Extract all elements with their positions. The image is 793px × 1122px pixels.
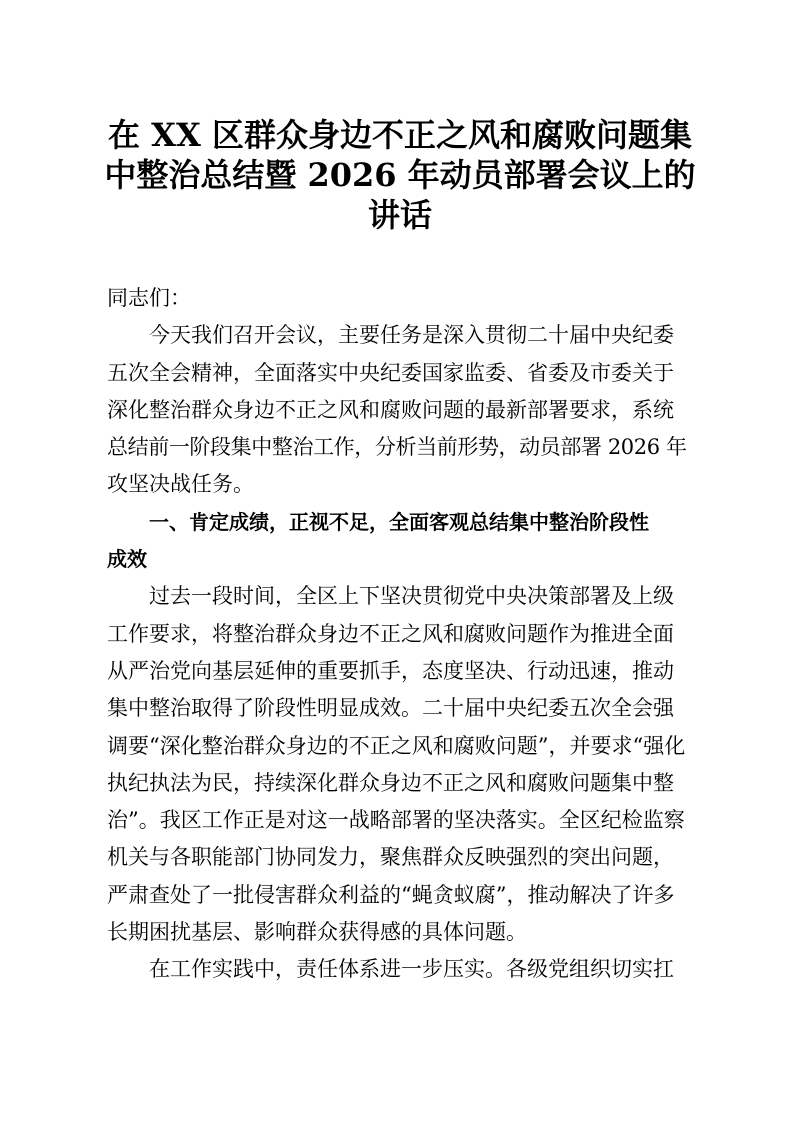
title-line: 讲话 — [367, 196, 432, 234]
heading-line: 成效 — [107, 547, 147, 572]
text-line: 五次全会精神，全面落实中央纪委国家监委、省委及市委关于 — [107, 360, 674, 385]
text-line: 过去一段时间，全区上下坚决贯彻党中央决策部署及上级 — [149, 584, 674, 609]
text-line: 从严治党向基层延伸的重要抓手，态度坚决、行动迅速，推动 — [107, 658, 674, 683]
document-body — [107, 280, 687, 989]
text-line: 机关与各职能部门协同发力，聚焦群众反映强烈的突出问题， — [107, 845, 674, 870]
text-line: 在工作实践中，责任体系进一步压实。各级党组织切实扛 — [149, 957, 674, 982]
paragraph-intro — [107, 317, 687, 503]
heading-line: 一、肯定成绩，正视不足，全面客观总结集中整治阶段性 — [149, 509, 649, 534]
text-line: 执纪执法为民，持续深化群众身边不正之风和腐败问题集中整 — [107, 770, 674, 795]
document-title — [100, 115, 700, 235]
text-line: 严肃查处了一批侵害群众利益的“蝇贪蚁腐”，推动解决了许多 — [107, 882, 675, 907]
title-line: 中整治总结暨 2026 年动员部署会议上的 — [104, 156, 696, 194]
section-heading — [107, 504, 687, 579]
text-line: 工作要求，将整治群众身边不正之风和腐败问题作为推进全面 — [107, 621, 674, 646]
text-line: 深化整治群众身边不正之风和腐败问题的最新部署要求，系统 — [107, 397, 674, 422]
text-line: 调要“深化整治群众身边的不正之风和腐败问题”，并要求“强化 — [107, 733, 686, 758]
paragraph-responsibility — [107, 951, 687, 988]
text-line: 治”。我区工作正是对这一战略部署的坚决落实。全区纪检监察 — [107, 808, 685, 833]
text-line: 今天我们召开会议，主要任务是深入贯彻二十届中央纪委 — [149, 323, 674, 348]
paragraph-achievements — [107, 578, 687, 951]
text-line: 长期困扰基层、影响群众获得感的具体问题。 — [107, 920, 527, 945]
text-line: 攻坚决战任务。 — [107, 472, 254, 497]
title-line: 在 XX 区群众身边不正之风和腐败问题集 — [108, 116, 692, 154]
text-line: 集中整治取得了阶段性明显成效。二十届中央纪委五次全会强 — [107, 696, 674, 721]
salutation: 同志们： — [107, 286, 191, 310]
text-line: 总结前一阶段集中整治工作，分析当前形势，动员部署 2026 年 — [107, 435, 687, 460]
